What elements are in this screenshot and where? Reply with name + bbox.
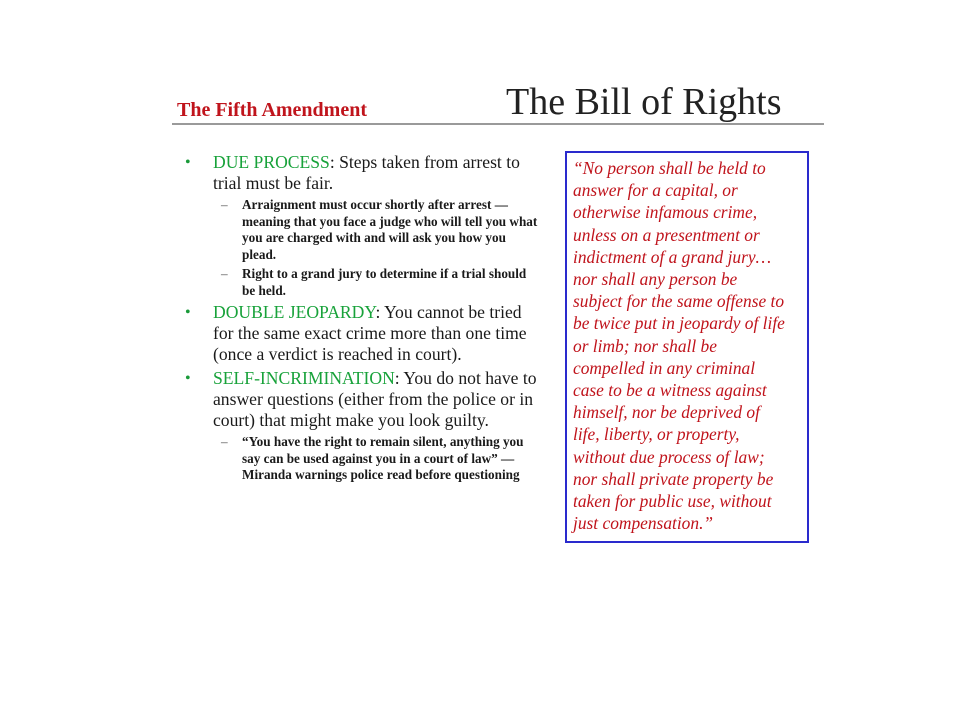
page-title: The Bill of Rights: [506, 81, 782, 123]
fifth-amendment-quote: “No person shall be held to answer for a capital, or otherwise infamous crime, unless on a presentment or indictment of a grand jury… nor shall any person be subject for the same offense to be twice put in jeopardy of life or limb; nor shall be compelled in any criminal case to be a witness against himself, nor be deprived of life, liberty, or property, without due process of law; nor shall private property be taken for public use, without just compensation.”: [573, 158, 785, 534]
bullet-term: DOUBLE JEOPARDY: [213, 302, 376, 322]
title-divider: [172, 123, 824, 125]
dash-icon: –: [221, 434, 228, 449]
bullet-dot-icon: •: [185, 154, 191, 171]
bullet-text: : Steps taken from arrest to trial must be fair.: [213, 152, 520, 193]
bullet-self-incrimination: [183, 368, 543, 431]
sub-bullet-grand-jury: [183, 266, 542, 299]
sub-bullet-miranda: [183, 434, 542, 484]
bullet-text: : You cannot be tried for the same exact crime more than one time (once a verdict is reached in court).: [213, 302, 527, 364]
sub-bullet-arraignment: [183, 197, 542, 263]
dash-icon: –: [221, 197, 228, 212]
bullet-list: [183, 152, 543, 487]
sub-bullet-text: “You have the right to remain silent, anything you say can be used against you in a court of law” — Miranda warnings police read before questioning: [242, 434, 524, 482]
bullet-text: : You do not have to answer questions (either from the police or in court) that might make you look guilty.: [213, 368, 537, 430]
sub-bullet-text: Right to a grand jury to determine if a trial should be held.: [242, 266, 527, 298]
dash-icon: –: [221, 266, 228, 281]
section-subtitle: The Fifth Amendment: [177, 99, 367, 121]
bullet-term: DUE PROCESS: [213, 152, 330, 172]
bullet-dot-icon: •: [185, 370, 191, 387]
bullet-due-process: [183, 152, 543, 194]
bullet-double-jeopardy: [183, 302, 543, 365]
bullet-term: SELF-INCRIMINATION: [213, 368, 395, 388]
sub-bullet-text: Arraignment must occur shortly after arrest — meaning that you face a judge who will tell you what you are charged with and will ask you how you plead.: [242, 197, 538, 262]
bullet-dot-icon: •: [185, 304, 191, 321]
quote-box: [565, 151, 809, 543]
